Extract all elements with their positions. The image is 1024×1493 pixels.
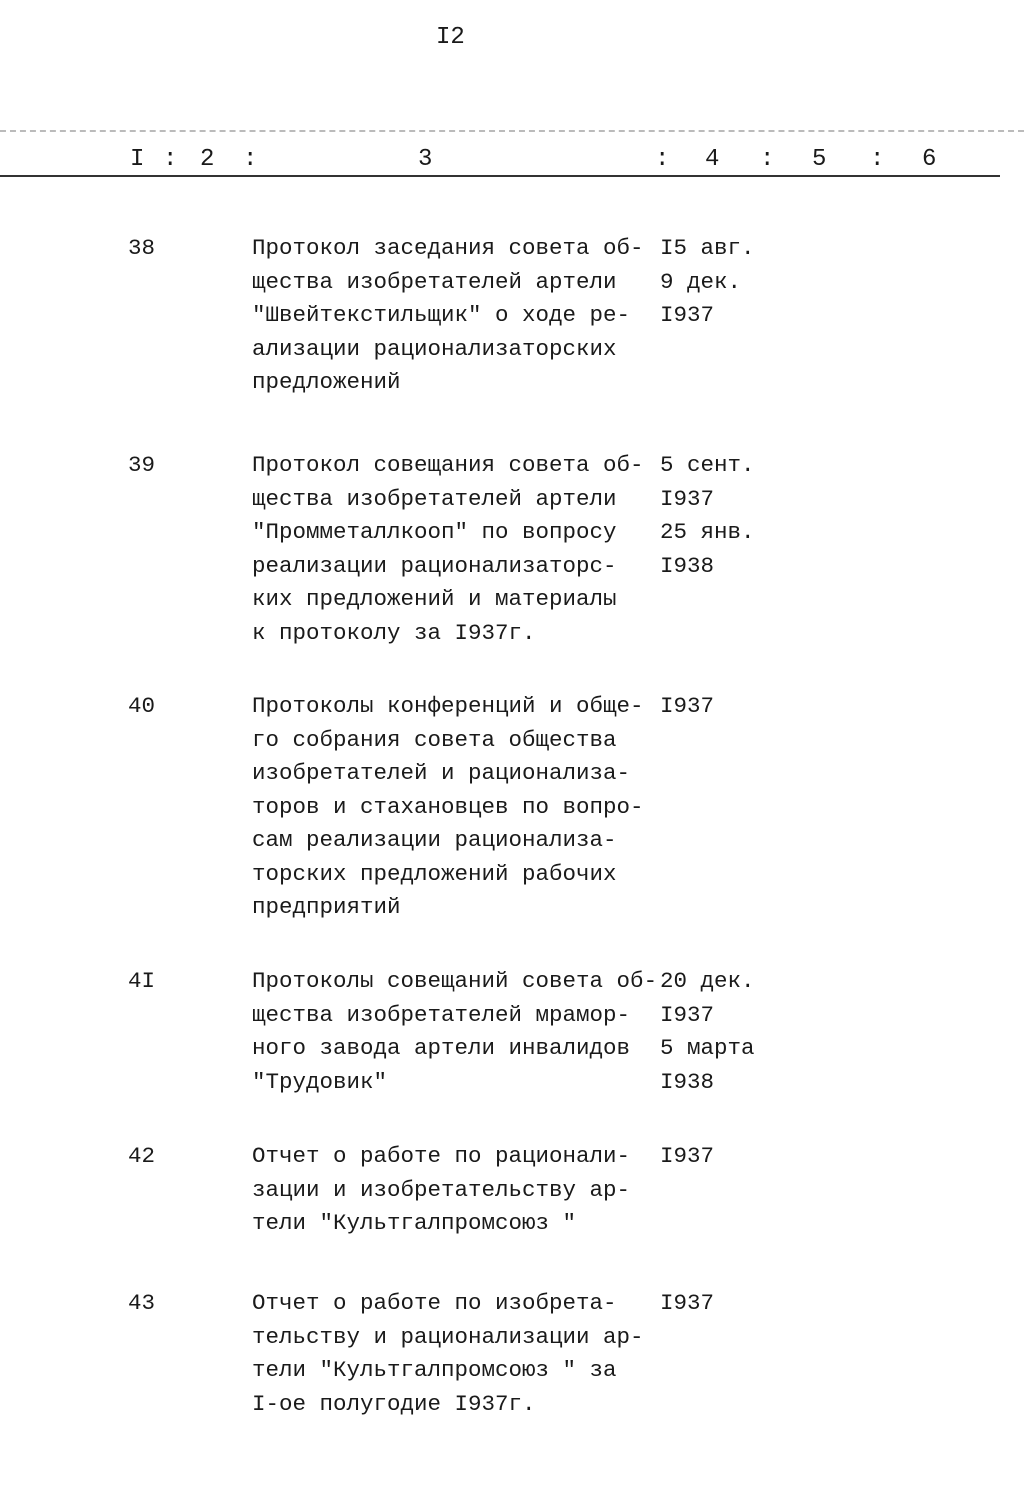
entry-dates	[660, 1287, 714, 1321]
column-separator: :	[163, 146, 178, 173]
description-line: торов и стахановцев по вопро-	[252, 793, 644, 820]
column-header: I	[130, 146, 145, 173]
column-header: 5	[812, 146, 827, 173]
description-line: сам реализации рационализа-	[252, 827, 617, 853]
description-line: I-ое полугодие I937г.	[252, 1390, 536, 1417]
column-header: 6	[922, 146, 937, 173]
date-line: I937	[660, 485, 715, 512]
entry-dates	[660, 965, 755, 1099]
entry-number: 4I	[128, 968, 156, 994]
description-line: ного завода артели инвалидов	[252, 1035, 631, 1061]
description-line: изобретателей и рационализа-	[252, 760, 631, 786]
description-line: зации и изобретательству ар-	[252, 1176, 631, 1203]
column-separator: :	[870, 146, 885, 173]
description-line: Протоколы совещаний совета об-	[252, 968, 658, 994]
column-header: 2	[200, 146, 215, 173]
description-line: предприятий	[252, 894, 401, 920]
description-line: щества изобретателей мрамор-	[252, 1001, 631, 1028]
description-line: ких предложений и материалы	[252, 586, 617, 612]
entry-description	[252, 1140, 630, 1241]
date-line: I937	[660, 1290, 715, 1316]
entry-number: 38	[128, 235, 156, 261]
column-separator: :	[655, 146, 670, 173]
entry-description	[252, 965, 657, 1099]
description-line: Протокол совещания совета об-	[252, 452, 644, 478]
description-line: щества изобретателей артели	[252, 268, 617, 295]
entry-number: 39	[128, 452, 156, 478]
description-line: реализации рационализаторс-	[252, 552, 617, 579]
description-line: тели "Культгалпромсоюз "	[252, 1210, 577, 1236]
description-line: к протоколу за I937г.	[252, 619, 536, 646]
entry-dates	[660, 449, 755, 583]
entry-number: 43	[128, 1290, 156, 1316]
description-line: Отчет о работе по изобрета-	[252, 1290, 617, 1316]
date-line: I938	[660, 1068, 715, 1095]
date-line: I937	[660, 693, 715, 719]
description-line: го собрания совета общества	[252, 726, 617, 753]
entry-description	[252, 1287, 644, 1421]
entry-number: 42	[128, 1143, 156, 1169]
entry-dates	[660, 690, 714, 724]
header-bottom-rule	[0, 175, 1000, 177]
description-line: тели "Культгалпромсоюз " за	[252, 1357, 617, 1383]
date-line: I937	[660, 302, 715, 328]
description-line: ализации рационализаторских	[252, 335, 617, 362]
description-line: "Трудовик"	[252, 1068, 388, 1095]
date-line: I5 авг.	[660, 235, 755, 261]
column-header: 3	[418, 146, 433, 173]
column-separator: :	[243, 146, 258, 173]
column-separator: :	[760, 146, 775, 173]
description-line: "Швейтекстильщик" о ходе ре-	[252, 302, 631, 328]
date-line: I938	[660, 552, 715, 579]
date-line: I937	[660, 1143, 715, 1169]
date-line: 5 марта	[660, 1035, 755, 1061]
entry-description	[252, 690, 644, 925]
entry-dates	[660, 1140, 714, 1174]
column-header: 4	[705, 146, 720, 173]
date-line: 9 дек.	[660, 268, 742, 295]
header-top-rule	[0, 130, 1024, 132]
entry-description	[252, 449, 644, 650]
description-line: щества изобретателей артели	[252, 485, 617, 512]
description-line: Протоколы конференций и обще-	[252, 693, 644, 719]
description-line: предложений	[252, 369, 401, 395]
page-number: I2	[436, 24, 465, 51]
date-line: I937	[660, 1001, 715, 1028]
description-line: Протокол заседания совета об-	[252, 235, 644, 261]
description-line: "Промметаллкооп" по вопросу	[252, 519, 617, 545]
date-line: 5 сент.	[660, 452, 755, 478]
date-line: 20 дек.	[660, 968, 755, 994]
date-line: 25 янв.	[660, 519, 755, 545]
entry-number: 40	[128, 693, 156, 719]
description-line: тельству и рационализации ар-	[252, 1323, 644, 1350]
entry-dates	[660, 232, 755, 333]
entry-description	[252, 232, 644, 400]
description-line: Отчет о работе по рационали-	[252, 1143, 631, 1169]
description-line: торских предложений рабочих	[252, 860, 617, 887]
